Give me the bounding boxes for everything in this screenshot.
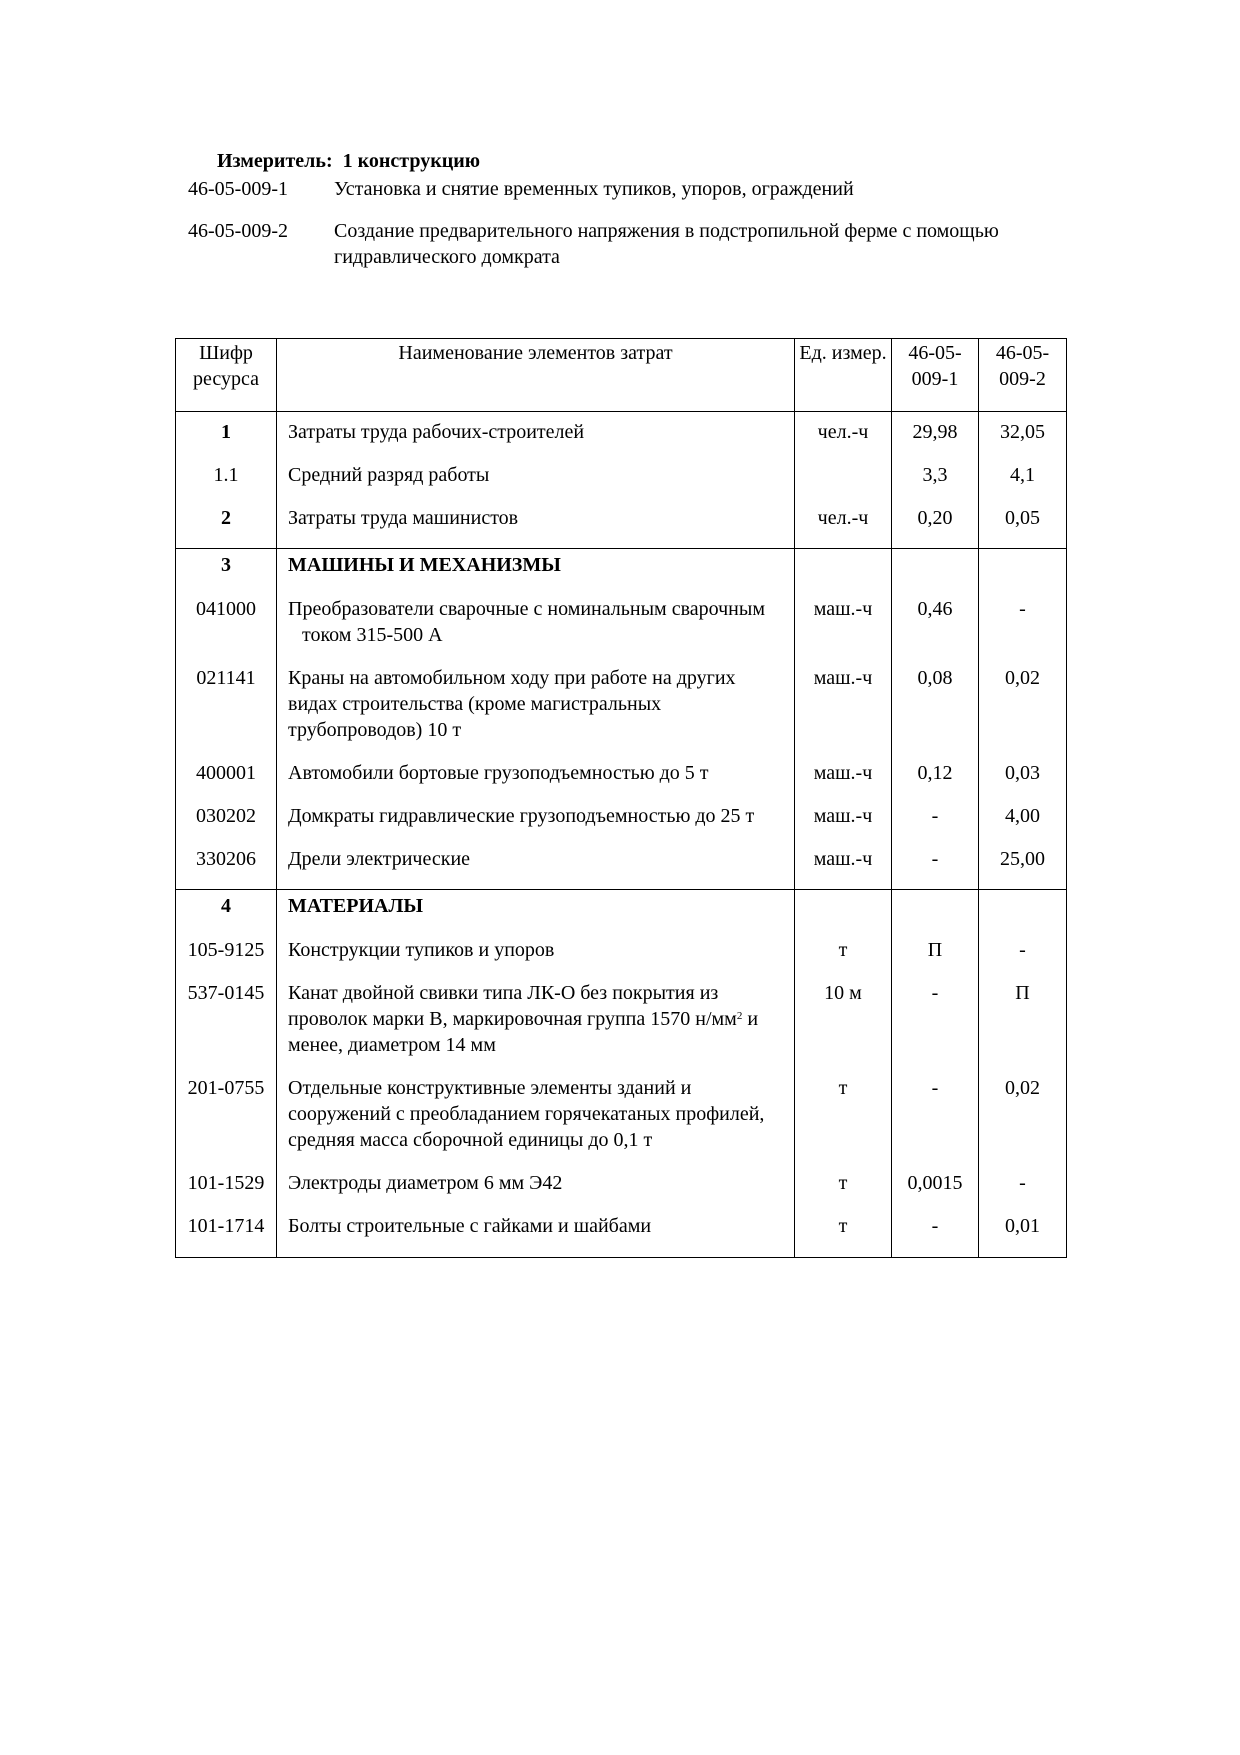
measure-label: Измеритель: <box>217 150 333 172</box>
row-value-2: - <box>979 937 1067 980</box>
row-unit: т <box>795 1213 892 1258</box>
table-row <box>176 462 1067 505</box>
table-row <box>176 596 1067 665</box>
table-row <box>176 803 1067 846</box>
row-code: 101-1714 <box>176 1213 277 1258</box>
table-header-row <box>176 339 1067 412</box>
row-unit: 10 м <box>795 980 892 1075</box>
table-row <box>176 665 1067 760</box>
section-row-machines <box>176 549 1067 597</box>
row-value-2: 0,02 <box>979 665 1067 760</box>
row-name: Домкраты гидравлические грузоподъемностью до 25 т <box>277 803 795 846</box>
row-code: 105-9125 <box>176 937 277 980</box>
row-value-2: 0,05 <box>979 505 1067 549</box>
row-name <box>277 596 795 665</box>
row-value-2: 4,1 <box>979 462 1067 505</box>
row-code: 400001 <box>176 760 277 803</box>
row-name: Болты строительные с гайками и шайбами <box>277 1213 795 1258</box>
row-name: Автомобили бортовые грузоподъемностью до 5 т <box>277 760 795 803</box>
row-code: 201-0755 <box>176 1075 277 1170</box>
row-unit: маш.-ч <box>795 846 892 890</box>
row-value-1: 0,08 <box>892 665 979 760</box>
row-name: Затраты труда рабочих-строителей <box>277 412 795 463</box>
row-code: 030202 <box>176 803 277 846</box>
header-code: Шифр ресурса <box>176 339 277 412</box>
row-value-1: 0,46 <box>892 596 979 665</box>
row-value-1: 0,0015 <box>892 1170 979 1213</box>
row-name: Дрели электрические <box>277 846 795 890</box>
row-name-part: и менее, диаметром 14 мм <box>288 1008 759 1056</box>
header-col-2: 46-05-009-2 <box>979 339 1067 412</box>
section-title: МАШИНЫ И МЕХАНИЗМЫ <box>277 549 795 597</box>
row-value-2: 0,02 <box>979 1075 1067 1170</box>
row-value-1: - <box>892 980 979 1075</box>
table-row <box>176 1075 1067 1170</box>
row-name-continuation: током 315-500 А <box>302 624 443 646</box>
resource-table <box>175 338 1067 1258</box>
row-value-1: - <box>892 1213 979 1258</box>
row-code: 537-0145 <box>176 980 277 1075</box>
work-item-description: Установка и снятие временных тупиков, упоров, ограждений <box>334 178 854 200</box>
row-unit: маш.-ч <box>795 803 892 846</box>
table-row <box>176 937 1067 980</box>
table-row <box>176 980 1067 1075</box>
measure-value: 1 конструкцию <box>342 150 481 172</box>
row-value-1: 29,98 <box>892 412 979 463</box>
row-unit: маш.-ч <box>795 596 892 665</box>
row-value-2: 25,00 <box>979 846 1067 890</box>
row-name-part: Преобразователи сварочные с номинальным сварочным <box>288 598 765 620</box>
row-value-1: П <box>892 937 979 980</box>
superscript: 2 <box>736 1010 743 1022</box>
header-name: Наименование элементов затрат <box>277 339 795 412</box>
row-value-2: 32,05 <box>979 412 1067 463</box>
work-item-code: 46-05-009-1 <box>188 178 288 200</box>
row-code: 1.1 <box>176 462 277 505</box>
row-value-1: - <box>892 846 979 890</box>
row-name: Конструкции тупиков и упоров <box>277 937 795 980</box>
row-value-1: - <box>892 1075 979 1170</box>
row-code: 041000 <box>176 596 277 665</box>
table-row <box>176 846 1067 890</box>
row-unit: чел.-ч <box>795 505 892 549</box>
row-name: Средний разряд работы <box>277 462 795 505</box>
row-value-2: - <box>979 1170 1067 1213</box>
row-name-part: Канат двойной свивки типа ЛК-О без покрытия из проволок марки В, маркировочная группа 1570 н/мм <box>288 982 737 1030</box>
row-unit: т <box>795 937 892 980</box>
row-unit: маш.-ч <box>795 665 892 760</box>
row-value-2: 0,03 <box>979 760 1067 803</box>
table-row <box>176 1170 1067 1213</box>
row-unit <box>795 462 892 505</box>
row-value-2: П <box>979 980 1067 1075</box>
row-unit: чел.-ч <box>795 412 892 463</box>
section-row-materials <box>176 890 1067 938</box>
section-code: 3 <box>176 549 277 597</box>
row-unit: т <box>795 1170 892 1213</box>
row-value-2: 0,01 <box>979 1213 1067 1258</box>
row-unit: т <box>795 1075 892 1170</box>
row-value-2: - <box>979 596 1067 665</box>
row-value-1: 0,20 <box>892 505 979 549</box>
section-title: МАТЕРИАЛЫ <box>277 890 795 938</box>
header-unit: Ед. измер. <box>795 339 892 412</box>
work-item-description: Создание предварительного напряжения в подстропильной ферме с помощью гидравлического домкрата <box>334 220 999 268</box>
row-name <box>277 980 795 1075</box>
table-row <box>176 505 1067 549</box>
row-value-1: 3,3 <box>892 462 979 505</box>
row-name: Затраты труда машинистов <box>277 505 795 549</box>
table-row <box>176 1213 1067 1258</box>
row-code: 330206 <box>176 846 277 890</box>
table-row <box>176 760 1067 803</box>
row-value-1: - <box>892 803 979 846</box>
work-item-code: 46-05-009-2 <box>188 220 288 242</box>
row-code: 2 <box>176 505 277 549</box>
table-row <box>176 412 1067 463</box>
row-value-2: 4,00 <box>979 803 1067 846</box>
row-code: 1 <box>176 412 277 463</box>
row-code: 101-1529 <box>176 1170 277 1213</box>
row-name: Электроды диаметром 6 мм Э42 <box>277 1170 795 1213</box>
row-name: Отдельные конструктивные элементы зданий и сооружений с преобладанием горячекатаных профилей, средняя масса сборочной единицы до 0,1 т <box>277 1075 795 1170</box>
header-col-1: 46-05-009-1 <box>892 339 979 412</box>
row-name: Краны на автомобильном ходу при работе на других видах строительства (кроме магистральных трубопроводов) 10 т <box>277 665 795 760</box>
measure-unit-line <box>217 150 480 173</box>
row-code: 021141 <box>176 665 277 760</box>
row-value-1: 0,12 <box>892 760 979 803</box>
row-unit: маш.-ч <box>795 760 892 803</box>
section-code: 4 <box>176 890 277 938</box>
